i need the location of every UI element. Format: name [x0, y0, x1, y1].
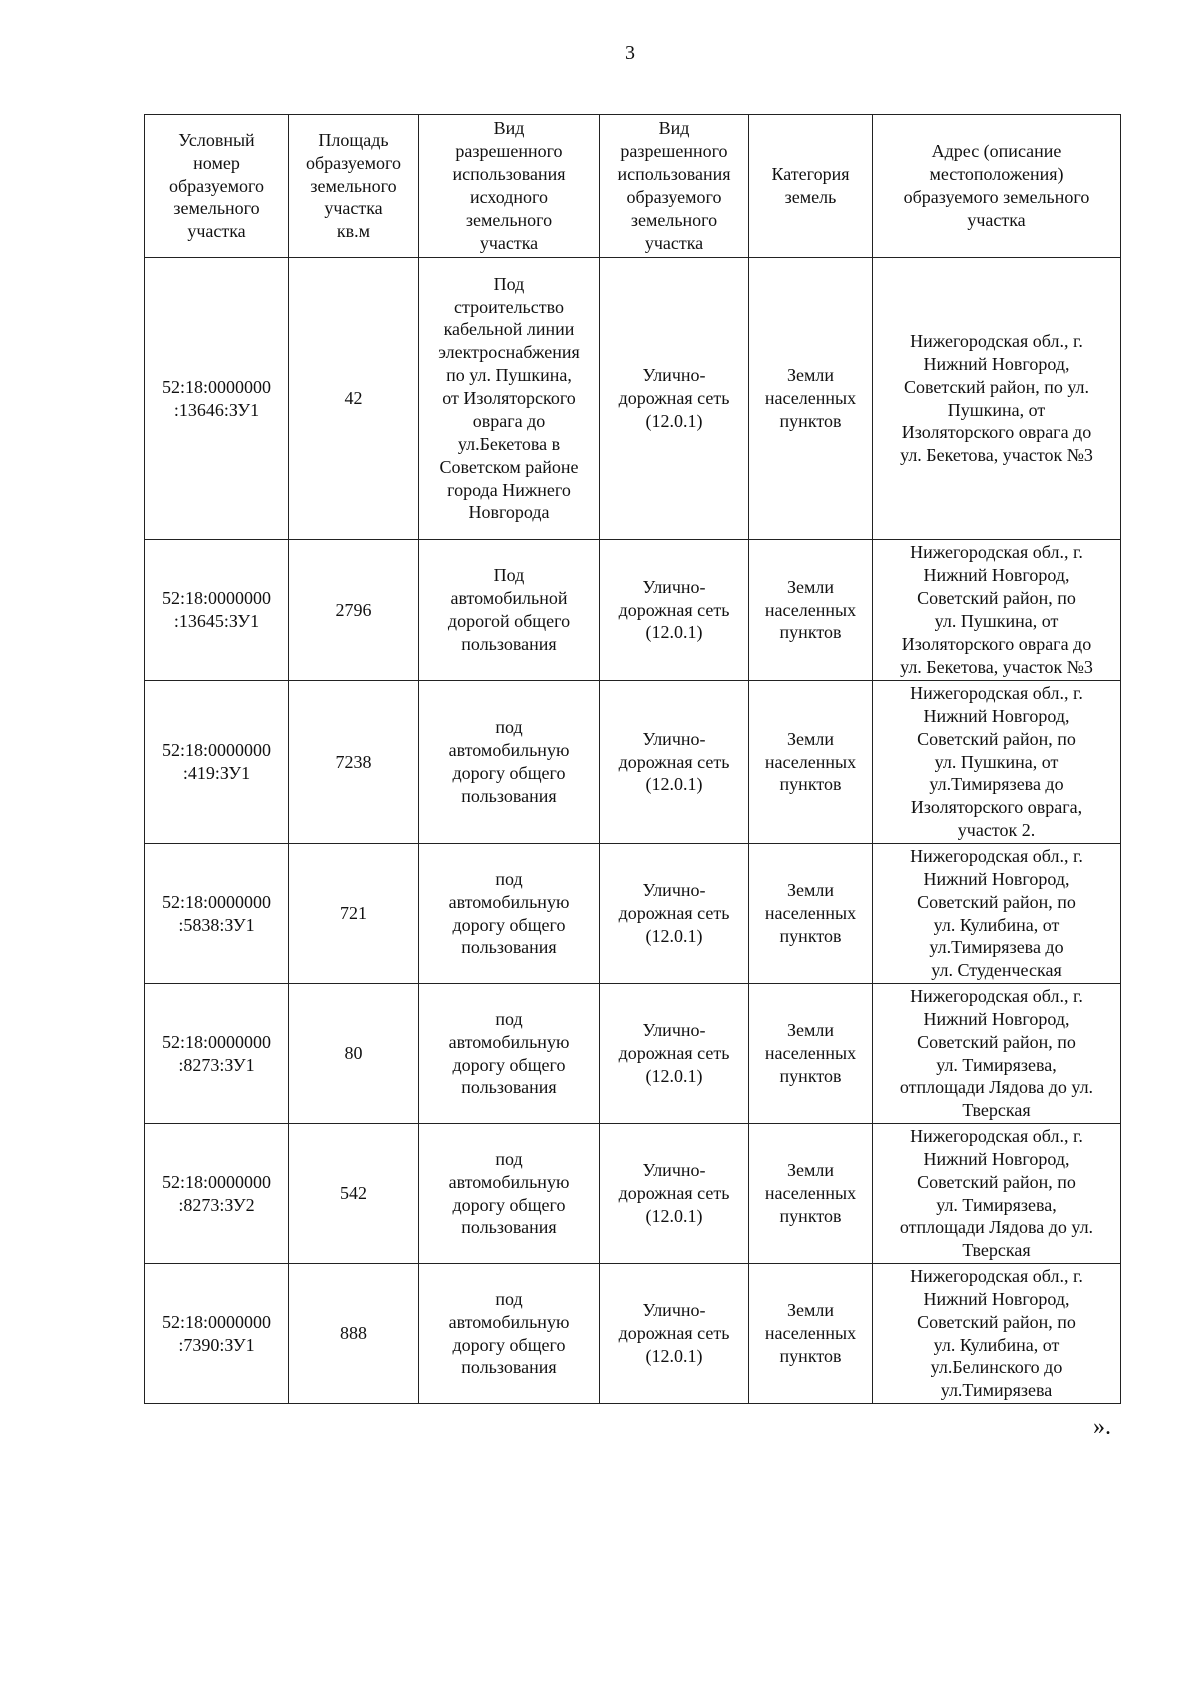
cell-use-new: Улично- дорожная сеть (12.0.1) — [600, 1124, 749, 1264]
cell-address: Нижегородская обл., г. Нижний Новгород, Советский район, по ул. Тимирязева, отплощади Лядова до ул. Тверская — [873, 1124, 1121, 1264]
header-category: Категория земель — [749, 115, 873, 258]
cell-use-new: Улично- дорожная сеть (12.0.1) — [600, 258, 749, 540]
cell-use-new: Улично- дорожная сеть (12.0.1) — [600, 984, 749, 1124]
cell-plot-number: 52:18:0000000 :419:ЗУ1 — [145, 681, 289, 844]
cell-area: 721 — [289, 844, 419, 984]
table-row — [145, 540, 1121, 681]
cell-use-source: под автомобильную дорогу общего пользования — [419, 1124, 600, 1264]
cell-area: 888 — [289, 1264, 419, 1404]
cell-category: Земли населенных пунктов — [749, 540, 873, 681]
table-header — [145, 115, 1121, 258]
header-address: Адрес (описание местоположения) образуемого земельного участка — [873, 115, 1121, 258]
table-row — [145, 844, 1121, 984]
cell-area: 80 — [289, 984, 419, 1124]
cell-category: Земли населенных пунктов — [749, 984, 873, 1124]
table-body — [145, 258, 1121, 1404]
table-row — [145, 1124, 1121, 1264]
header-plot-number: Условный номер образуемого земельного участка — [145, 115, 289, 258]
cell-use-source: под автомобильную дорогу общего пользования — [419, 1264, 600, 1404]
header-use-new: Вид разрешенного использования образуемого земельного участка — [600, 115, 749, 258]
cell-category: Земли населенных пунктов — [749, 844, 873, 984]
cell-area: 42 — [289, 258, 419, 540]
cell-area: 2796 — [289, 540, 419, 681]
table-row — [145, 258, 1121, 540]
page-number: 3 — [625, 42, 635, 64]
header-area: Площадь образуемого земельного участка кв.м — [289, 115, 419, 258]
cell-plot-number: 52:18:0000000 :8273:ЗУ1 — [145, 984, 289, 1124]
cell-category: Земли населенных пунктов — [749, 1264, 873, 1404]
table-row — [145, 1264, 1121, 1404]
cell-use-source: под автомобильную дорогу общего пользования — [419, 844, 600, 984]
cell-use-source: Под строительство кабельной линии электроснабжения по ул. Пушкина, от Изоляторского оврага до ул.Бекетова в Советском районе города Нижнего Новгорода — [419, 258, 600, 540]
cell-category: Земли населенных пунктов — [749, 258, 873, 540]
cell-category: Земли населенных пунктов — [749, 1124, 873, 1264]
cell-plot-number: 52:18:0000000 :5838:ЗУ1 — [145, 844, 289, 984]
cell-address: Нижегородская обл., г. Нижний Новгород, Советский район, по ул. Тимирязева, отплощади Лядова до ул. Тверская — [873, 984, 1121, 1124]
cell-area: 542 — [289, 1124, 419, 1264]
table-row — [145, 984, 1121, 1124]
cell-use-new: Улично- дорожная сеть (12.0.1) — [600, 540, 749, 681]
header-use-source: Вид разрешенного использования исходного земельного участка — [419, 115, 600, 258]
header-row — [145, 115, 1121, 258]
cell-plot-number: 52:18:0000000 :8273:ЗУ2 — [145, 1124, 289, 1264]
cell-category: Земли населенных пунктов — [749, 681, 873, 844]
cell-use-new: Улично- дорожная сеть (12.0.1) — [600, 844, 749, 984]
land-plots-table — [144, 114, 1121, 1404]
cell-address: Нижегородская обл., г. Нижний Новгород, Советский район, по ул. Кулибина, от ул.Тимирязева до ул. Студенческая — [873, 844, 1121, 984]
cell-address: Нижегородская обл., г. Нижний Новгород, Советский район, по ул. Кулибина, от ул.Белинского до ул.Тимирязева — [873, 1264, 1121, 1404]
cell-use-source: под автомобильную дорогу общего пользования — [419, 984, 600, 1124]
cell-address: Нижегородская обл., г. Нижний Новгород, Советский район, по ул. Пушкина, от Изоляторского оврага до ул. Бекетова, участок №3 — [873, 540, 1121, 681]
cell-address: Нижегородская обл., г. Нижний Новгород, Советский район, по ул. Пушкина, от ул.Тимирязева до Изоляторского оврага, участок 2. — [873, 681, 1121, 844]
cell-plot-number: 52:18:0000000 :13645:ЗУ1 — [145, 540, 289, 681]
cell-area: 7238 — [289, 681, 419, 844]
cell-address: Нижегородская обл., г. Нижний Новгород, Советский район, по ул. Пушкина, от Изоляторского оврага до ул. Бекетова, участок №3 — [873, 258, 1121, 540]
cell-use-new: Улично- дорожная сеть (12.0.1) — [600, 681, 749, 844]
cell-plot-number: 52:18:0000000 :13646:ЗУ1 — [145, 258, 289, 540]
table-row — [145, 681, 1121, 844]
cell-use-source: Под автомобильной дорогой общего пользования — [419, 540, 600, 681]
cell-plot-number: 52:18:0000000 :7390:ЗУ1 — [145, 1264, 289, 1404]
cell-use-new: Улично- дорожная сеть (12.0.1) — [600, 1264, 749, 1404]
closing-quote-mark: ». — [1093, 1414, 1111, 1440]
cell-use-source: под автомобильную дорогу общего пользования — [419, 681, 600, 844]
